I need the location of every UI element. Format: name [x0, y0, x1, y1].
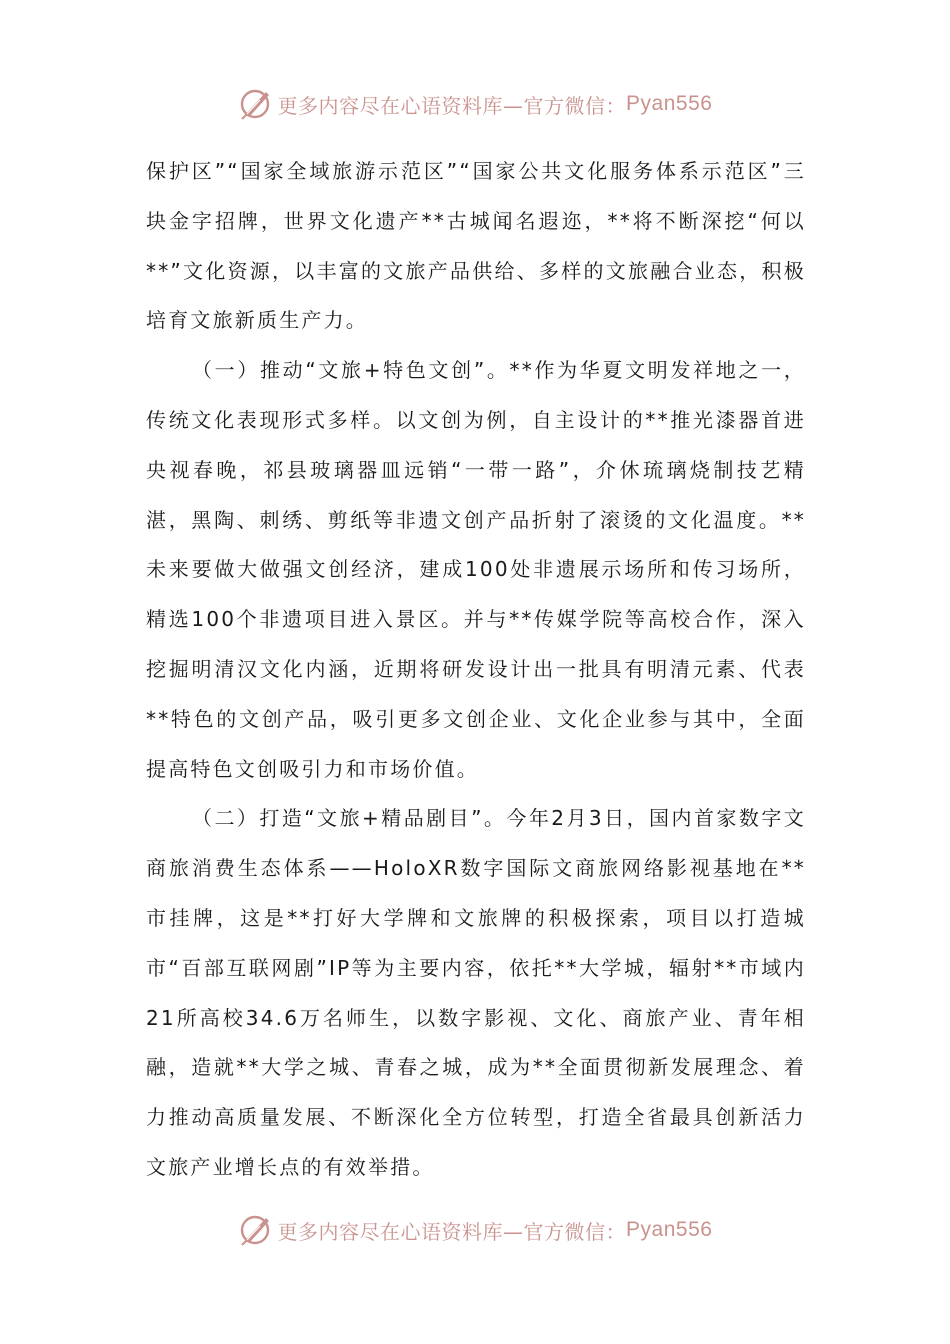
paragraph-section-2: （二）打造“文旅+精品剧目”。今年2月3日，国内首家数字文商旅消费生态体系——HoloXR数字国际文商旅网络影视基地在**市挂牌，这是**打好大学牌和文旅牌的积极探索，项目以打造城市“百部互联网剧”IP等为主要内容，依托**大学城，辐射**市域内21所高校34.6万名师生，以数字影视、文化、商旅产业、青年相融，造就**大学之城、青春之城，成为**全面贯彻新发展理念、着力推动高质量发展、不断深化全方位转型，打造全省最具创新活力文旅产业增长点的有效举措。: [146, 806, 806, 1179]
footer-banner-text: 更多内容尽在心语资料库—官方微信：: [277, 1219, 627, 1244]
header-wechat-id: Pyan556: [626, 92, 713, 115]
paragraph-intro: 保护区”“国家全域旅游示范区”“国家公共文化服务体系示范区”三块金字招牌，世界文化遗产**古城闻名遐迩，**将不断深挖“何以**”文化资源，以丰富的文旅产品供给、多样的文旅融合业态，积极培育文旅新质生产力。: [146, 159, 806, 333]
footer-banner: [0, 1210, 950, 1250]
quill-logo-icon: [238, 1212, 274, 1248]
document-body: [146, 147, 806, 1193]
header-banner-text: 更多内容尽在心语资料库—官方微信：: [277, 93, 627, 118]
paragraph-section-1: （一）推动“文旅+特色文创”。**作为华夏文明发祥地之一，传统文化表现形式多样。以文创为例，自主设计的**推光漆器首进央视春晚，祁县玻璃器皿远销“一带一路”，介休琉璃烧制技艺精湛，黑陶、刺绣、剪纸等非遗文创产品折射了滚烫的文化温度。**未来要做大做强文创经济，建成100处非遗展示场所和传习场所，精选100个非遗项目进入景区。并与**传媒学院等高校合作，深入挖掘明清汉文化内涵，近期将研发设计出一批具有明清元素、代表**特色的文创产品，吸引更多文创企业、文化企业参与其中，全面提高特色文创吸引力和市场价值。: [146, 358, 806, 781]
footer-wechat-id: Pyan556: [626, 1218, 713, 1241]
quill-logo-icon: [238, 86, 274, 122]
header-banner: [0, 84, 950, 124]
